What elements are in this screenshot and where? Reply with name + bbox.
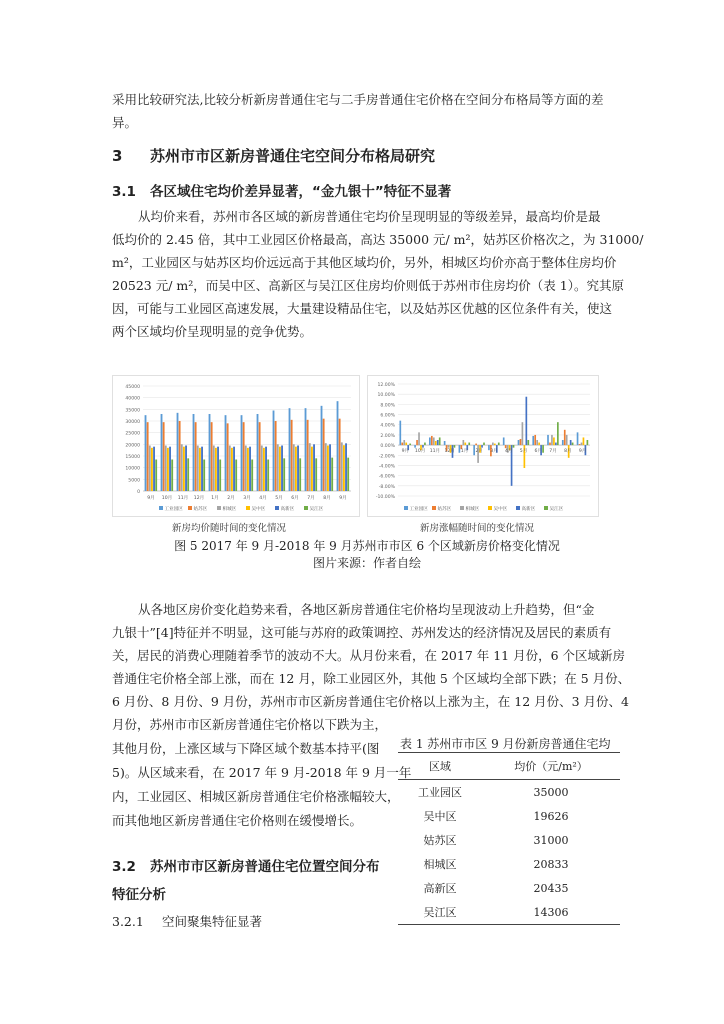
y-tick-label: 25000 (125, 431, 140, 437)
bar (235, 460, 237, 492)
text-line: 内，工业园区、相城区新房普通住宅价格涨幅较大， (112, 789, 400, 804)
legend-swatch (432, 506, 436, 510)
x-tick-label: 9月 (339, 496, 347, 501)
bar (147, 422, 149, 491)
legend-label: 吴中区 (493, 507, 508, 512)
bar (315, 458, 317, 491)
x-tick-label: 6月 (291, 496, 299, 501)
x-tick-label: 9月 (147, 496, 155, 501)
bar (339, 419, 341, 491)
x-tick-label: 10月 (161, 496, 173, 501)
text-line: 月份，苏州市市区新房普通住宅价格以下跌为主， (112, 717, 388, 732)
x-tick-label: 9月 (401, 449, 410, 454)
bar (577, 432, 579, 445)
bar (199, 448, 201, 491)
bar (247, 448, 249, 491)
bar (161, 414, 163, 491)
bar (553, 437, 555, 445)
bar (414, 445, 416, 448)
table-row (398, 828, 620, 852)
bar (277, 444, 279, 491)
bar (197, 446, 199, 492)
bar (213, 446, 215, 492)
section-3-2-heading (112, 853, 380, 909)
text-line: 从均价来看，苏州市各区域的新房普通住宅均价呈现明显的等级差异，最高均价是最 (138, 209, 601, 224)
table-title: 表 1 苏州市市区 9 月份新房普通住宅均 (400, 737, 611, 751)
region-cell: 姑苏区 (423, 834, 457, 847)
bar (405, 443, 407, 446)
bar (167, 448, 169, 491)
legend-label: 姑苏区 (193, 507, 208, 512)
bar (211, 422, 213, 491)
bar (345, 443, 347, 491)
bar (203, 460, 205, 492)
bar (513, 445, 515, 448)
bar (215, 448, 217, 491)
bar (433, 437, 435, 445)
table-row (398, 876, 620, 900)
y-tick-label: 45000 (125, 385, 140, 390)
bar (416, 440, 418, 445)
section-title: 空间聚集特征显著 (162, 914, 263, 929)
text-line: 而其他地区新房普通住宅价格则在缓慢增长。 (112, 813, 363, 828)
bar (279, 447, 281, 491)
bar (431, 436, 433, 445)
legend-label: 相城区 (465, 507, 480, 512)
bar (225, 415, 227, 491)
bar (547, 435, 549, 445)
x-tick-label: 3月 (243, 496, 251, 501)
bar (409, 444, 411, 446)
bar (587, 440, 589, 445)
bar (424, 443, 426, 446)
x-tick-label: 8月 (564, 449, 572, 454)
bar (227, 423, 229, 491)
bar (195, 422, 197, 491)
paragraph-price-levels (112, 205, 644, 343)
x-tick-label: 12月 (444, 449, 455, 454)
bar (311, 447, 313, 491)
legend-label: 高新区 (521, 507, 536, 512)
y-tick-label: 35000 (125, 408, 140, 414)
bar (422, 445, 424, 448)
bar (401, 443, 403, 446)
bar (520, 439, 522, 445)
bar (251, 460, 253, 492)
x-tick-label: 2月 (475, 449, 483, 454)
section-title: 苏州市市区新房普通住宅空间分布格局研究 (150, 147, 436, 165)
bar (542, 445, 544, 453)
paragraph-trend (112, 598, 631, 713)
legend-swatch (544, 506, 548, 510)
bar (572, 443, 574, 446)
figure-caption: 图 5 2017 年 9 月-2018 年 9 月苏州市市区 6 个区域新房价格变化情况 (174, 539, 560, 553)
bar (245, 446, 247, 492)
bar (283, 458, 285, 491)
bar (331, 458, 333, 491)
bar (171, 460, 173, 492)
bar (494, 444, 496, 446)
table-row (398, 852, 620, 876)
text-line: 采用比较研究法,比较分析新房普通住宅与二手房普通住宅价格在空间分布格局等方面的差 (112, 92, 604, 107)
bar (534, 435, 536, 445)
y-tick-label: -8.00% (378, 484, 395, 490)
section-3-1-heading (112, 180, 451, 200)
text-line: 九银十”[4]特征并不明显，这可能与苏府的政策调控、苏州发达的经济情况及居民的素质有 (112, 625, 612, 640)
text-line: m²，工业园区与姑苏区均价远远高于其他区域均价，另外，相城区均价亦高于整体住房均价 (112, 255, 617, 270)
bar (498, 443, 500, 446)
bar (464, 443, 466, 446)
section-number: 3.2 (112, 859, 136, 875)
text-line: 关，居民的消费心理随着季节的波动不大。从月份来看，在 2017 年 11 月份，6 个区域新房 (112, 648, 626, 663)
bar (437, 440, 439, 445)
legend-label: 高新区 (280, 507, 295, 512)
y-tick-label: 10000 (125, 466, 140, 472)
y-tick-label: 12.00% (377, 383, 395, 388)
bar (325, 443, 327, 491)
bar (249, 447, 251, 491)
legend-swatch (516, 506, 520, 510)
bar (177, 413, 179, 491)
bar (323, 419, 325, 491)
legend-label: 吴中区 (251, 507, 266, 512)
price-cell: 19626 (533, 809, 569, 823)
legend-label: 工业园区 (164, 507, 183, 512)
y-tick-label: 40000 (125, 396, 140, 402)
legend-swatch (217, 506, 221, 510)
bar (261, 446, 263, 492)
bar (151, 448, 153, 491)
x-tick-label: 7月 (307, 496, 315, 501)
change-bar-chart (368, 376, 598, 516)
column-header: 均价（元/m²） (482, 753, 620, 780)
x-tick-label: 11月 (429, 449, 441, 454)
region-cell: 高新区 (423, 882, 457, 895)
bar (149, 446, 151, 492)
left-chart-caption: 新房均价随时间的变化情况 (172, 523, 287, 534)
x-tick-label: 4月 (505, 449, 513, 454)
bar (183, 447, 185, 491)
bar (257, 414, 259, 491)
legend-label: 吴江区 (309, 507, 324, 512)
price-cell: 35000 (533, 785, 569, 799)
bar (341, 442, 343, 491)
legend-swatch (404, 506, 408, 510)
bar (448, 445, 450, 448)
bar (275, 421, 277, 491)
y-tick-label: 2.00% (380, 433, 395, 439)
bar (281, 446, 283, 492)
bar (297, 446, 299, 492)
bar (209, 414, 211, 491)
legend-swatch (275, 506, 279, 510)
bar (532, 436, 534, 445)
bar (343, 445, 345, 491)
legend-label: 吴江区 (549, 507, 564, 512)
bar (155, 460, 157, 492)
table-header-row (398, 753, 620, 780)
bar (337, 401, 339, 491)
bar (233, 447, 235, 491)
bar (145, 415, 147, 491)
bar (477, 445, 479, 463)
bar (566, 435, 568, 445)
bar (399, 421, 401, 445)
bar (243, 422, 245, 491)
bar (481, 445, 483, 448)
text-line: 20523 元/ m²，而吴中区、高新区与吴江区住房均价则低于苏州市住房均价（表 1）。究其原 (112, 278, 624, 293)
y-tick-label: -6.00% (378, 474, 395, 480)
bar (293, 444, 295, 491)
bar (579, 444, 581, 445)
price-chart-frame (112, 375, 360, 517)
section-number: 3 (112, 147, 123, 165)
bar (581, 443, 583, 446)
x-tick-label: 6月 (534, 449, 543, 454)
region-cell: 工业园区 (418, 786, 462, 799)
bar (193, 414, 195, 491)
x-tick-label: 5月 (275, 496, 283, 501)
region-cell: 吴江区 (398, 900, 482, 925)
bar (163, 422, 165, 491)
bar (259, 422, 261, 491)
bar (454, 445, 456, 448)
bar (267, 460, 269, 492)
bar (231, 448, 233, 491)
paragraph-trend-continued (112, 713, 412, 833)
y-tick-label: -4.00% (378, 464, 395, 470)
x-tick-label: 4月 (259, 496, 267, 501)
x-tick-label: 12月 (193, 496, 205, 501)
text-line: 因，可能与工业园区高速发展，大量建设精品住宅，以及姑苏区优越的区位条件有关，使这 (112, 301, 613, 316)
bar (429, 437, 431, 445)
bar (347, 458, 349, 491)
bar (570, 440, 572, 445)
bar (462, 440, 464, 445)
intro-paragraph (112, 88, 622, 134)
bar (527, 440, 529, 445)
bar (444, 441, 446, 445)
bar (219, 460, 221, 492)
bar (169, 447, 171, 491)
x-tick-label: 10月 (414, 449, 426, 454)
legend-label: 相城区 (222, 507, 237, 512)
bar (551, 435, 553, 445)
bar (329, 444, 331, 491)
bar (217, 447, 219, 491)
figure-source: 图片来源：作者自绘 (312, 556, 421, 570)
y-tick-label: 15000 (125, 455, 140, 460)
bar (435, 441, 437, 445)
bar (536, 440, 538, 445)
legend-swatch (188, 506, 192, 510)
bar (305, 408, 307, 491)
bar (526, 397, 528, 445)
bar (492, 443, 494, 446)
bar (468, 443, 470, 446)
bar (555, 443, 557, 446)
bar (185, 446, 187, 492)
x-tick-label: 1月 (211, 496, 219, 501)
legend-swatch (246, 506, 250, 510)
region-cell: 相城区 (423, 858, 457, 871)
x-tick-label: 11月 (177, 496, 189, 501)
bar (321, 406, 323, 491)
bar (538, 443, 540, 446)
bar (418, 432, 420, 445)
table-row (398, 804, 620, 828)
bar (583, 437, 585, 445)
bar (179, 421, 181, 491)
bar (475, 444, 477, 446)
section-number: 3.1 (112, 184, 136, 200)
y-tick-label: 4.00% (380, 423, 395, 429)
y-tick-label: 20000 (125, 443, 140, 449)
x-tick-label: 9月 (578, 449, 587, 454)
legend-swatch (460, 506, 464, 510)
bar (503, 437, 505, 445)
bar (327, 446, 329, 492)
bar (518, 440, 520, 445)
y-tick-label: -10.00% (375, 495, 395, 500)
legend-swatch (304, 506, 308, 510)
table-row (398, 780, 620, 805)
bar (549, 443, 551, 446)
bar (229, 446, 231, 492)
legend-swatch (159, 506, 163, 510)
section-title: 各区域住宅均价差异显著，“金九银十”特征不显著 (150, 184, 452, 200)
y-tick-label: 30000 (125, 420, 140, 425)
bar (522, 422, 524, 445)
bar (181, 444, 183, 491)
table-row (398, 900, 620, 925)
x-tick-label: 1月 (460, 449, 469, 454)
price-cell: 14306 (482, 900, 620, 925)
y-tick-label: -2.00% (378, 454, 395, 460)
price-cell: 20435 (533, 881, 569, 895)
price-bar-chart (113, 376, 359, 516)
price-cell: 31000 (533, 833, 569, 847)
bar (153, 447, 155, 491)
region-cell: 吴中区 (423, 810, 457, 823)
text-line: 两个区域均价呈现明显的竞争优势。 (112, 324, 313, 339)
bar (263, 448, 265, 491)
bar (241, 415, 243, 491)
y-tick-label: 10.00% (377, 393, 395, 399)
legend-label: 工业园区 (409, 507, 428, 512)
section-number: 3.2.1 (112, 914, 144, 929)
bar (201, 447, 203, 491)
legend-label: 姑苏区 (437, 507, 452, 512)
price-table (398, 752, 620, 925)
x-tick-label: 7月 (549, 449, 557, 454)
price-cell: 20833 (533, 857, 569, 871)
bar (307, 420, 309, 491)
bar (505, 445, 507, 448)
y-tick-label: 8.00% (380, 403, 395, 409)
bar (273, 411, 275, 492)
bar (557, 422, 559, 445)
x-tick-label: 8月 (323, 496, 331, 501)
bar (291, 420, 293, 491)
bar (165, 446, 167, 492)
bar (299, 458, 301, 491)
right-chart-caption: 新房涨幅随时间的变化情况 (420, 523, 535, 534)
x-tick-label: 5月 (519, 449, 528, 454)
text-line: 5)。从区域来看，在 2017 年 9 月-2018 年 9 月一年 (112, 765, 412, 780)
column-header: 区域 (398, 753, 482, 780)
bar (564, 430, 566, 445)
bar (439, 437, 441, 445)
y-tick-label: 0 (137, 490, 140, 495)
section-title: 苏州市市区新房普通住宅位置空间分布 (150, 859, 380, 875)
text-line: 普通住宅价格全部上涨，而在 12 月，除工业园区外，其他 5 个区域均全部下跌；在 5 月份、 (112, 671, 631, 686)
x-tick-label: 2月 (227, 496, 235, 501)
text-line: 其他月份，上涨区域与下降区域个数基本持平(图 (112, 741, 380, 756)
x-tick-label: 3月 (490, 449, 498, 454)
bar (309, 443, 311, 491)
y-tick-label: 5000 (128, 478, 140, 484)
bar (313, 444, 315, 491)
change-chart-frame (367, 375, 599, 517)
text-line: 低均价的 2.45 倍，其中工业园区价格最高，高达 35000 元/ m²，姑苏区价格次之，为 31000/ (112, 232, 644, 247)
section-3-2-1-heading (112, 912, 262, 930)
bar (265, 447, 267, 491)
text-line: 从各地区房价变化趋势来看，各地区新房普通住宅价格均呈现波动上升趋势，但“金 (138, 602, 595, 617)
bar (187, 458, 189, 491)
text-line: 异。 (112, 115, 138, 130)
bar (295, 447, 297, 491)
legend-swatch (488, 506, 492, 510)
bar (403, 440, 405, 445)
bar (562, 440, 564, 445)
section-title-continued: 特征分析 (112, 887, 166, 903)
y-tick-label: 6.00% (380, 413, 395, 419)
bar (483, 443, 485, 446)
text-line: 6 月份、8 月份、9 月份，苏州市市区新房普通住宅价格以上涨为主，在 12 月份、3 月份、4 (112, 694, 630, 709)
bar (289, 408, 291, 491)
y-tick-label: 0.00% (380, 444, 395, 450)
section-3-heading (112, 145, 435, 166)
